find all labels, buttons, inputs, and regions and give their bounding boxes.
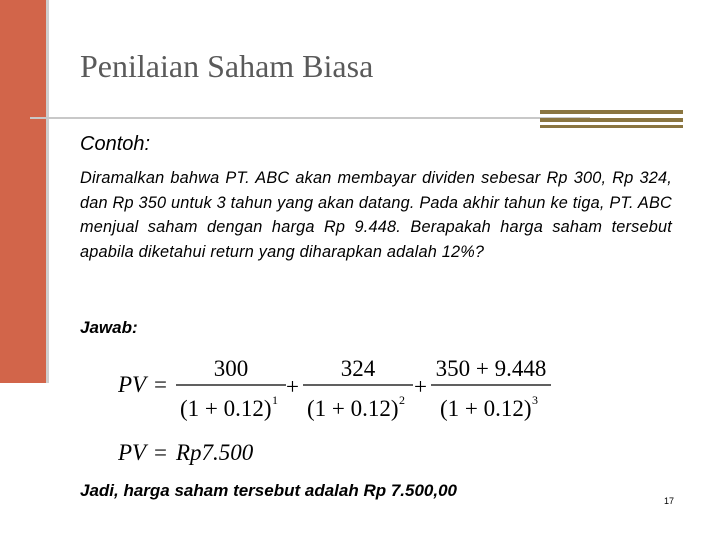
pv-formula	[118, 350, 568, 470]
problem-text: Diramalkan bahwa PT. ABC akan membayar dividen sebesar Rp 300, Rp 324, dan Rp 350 untuk 3 tahun yang akan datang. Pada akhir tahun ke tiga, PT. ABC menjual saham dengan harga Rp 9.448. Berapakah harga saham tersebut apabila diketahui return yang diharapkan adalah 12%?	[80, 169, 672, 261]
denominator-2: (1 + 0.12)	[307, 396, 399, 421]
page-number: 17	[664, 496, 675, 506]
pv-result: Rp7.500	[176, 440, 254, 465]
exponent-3: 3	[532, 393, 538, 407]
pv-label: PV	[118, 372, 147, 397]
conclusion-text: Jadi, harga saham tersebut adalah Rp 7.500,00	[80, 481, 457, 500]
equals-sign: =	[154, 372, 167, 397]
side-accent-shadow	[46, 0, 49, 383]
exponent-1: 1	[272, 393, 278, 407]
title-underline	[30, 117, 590, 119]
numerator-3: 350 + 9.448	[435, 356, 547, 381]
example-heading: Contoh:	[80, 133, 151, 155]
plus-sign-1: +	[286, 374, 299, 399]
side-accent-bar	[0, 0, 46, 383]
decorative-line	[540, 110, 683, 114]
numerator-2: 324	[340, 356, 376, 381]
numerator-1: 300	[213, 356, 249, 381]
decorative-line	[540, 118, 683, 122]
exponent-2: 2	[399, 393, 405, 407]
denominator-1: (1 + 0.12)	[180, 396, 272, 421]
equals-sign-result: =	[154, 440, 167, 465]
answer-label: Jawab:	[80, 318, 138, 337]
slide-title: Penilaian Saham Biasa	[80, 48, 374, 84]
denominator-3: (1 + 0.12)	[440, 396, 532, 421]
plus-sign-2: +	[414, 374, 427, 399]
pv-label-result: PV	[118, 440, 147, 465]
decorative-line	[540, 125, 683, 128]
